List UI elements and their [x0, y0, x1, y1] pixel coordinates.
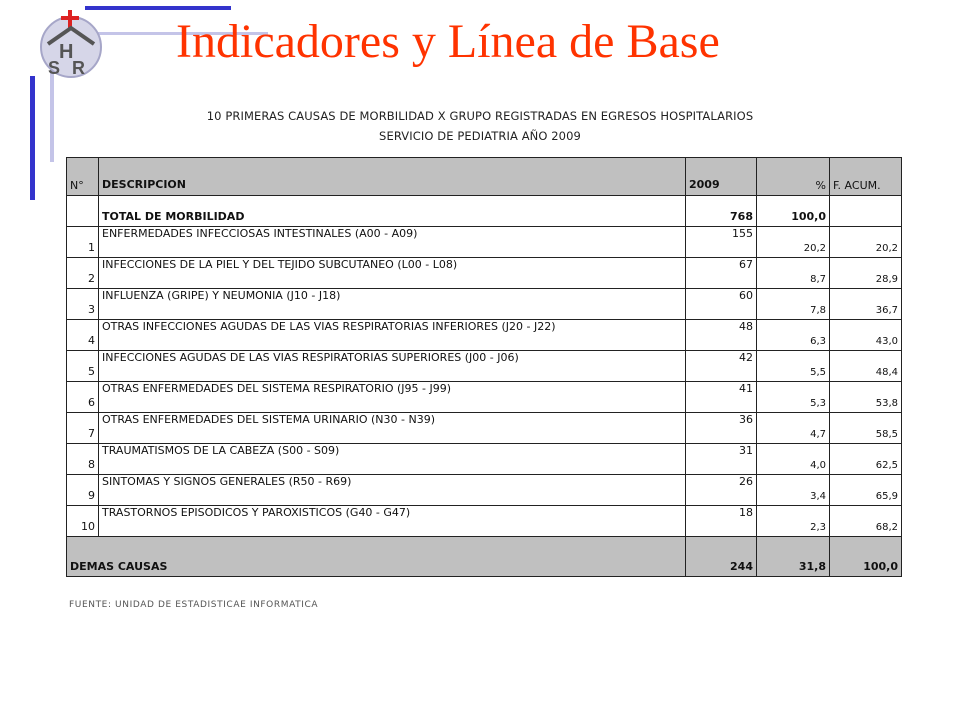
- row-percent: 2,3: [757, 506, 830, 537]
- row-percent: 4,7: [757, 413, 830, 444]
- row-number: 3: [67, 289, 99, 320]
- table-cell: [830, 196, 902, 227]
- row-percent: 20,2: [757, 227, 830, 258]
- row-description: INFECCIONES DE LA PIEL Y DEL TEJIDO SUBCUTANEO (L00 - L08): [99, 258, 686, 289]
- row-value: 18: [686, 506, 757, 537]
- decorative-bar: [85, 6, 231, 10]
- logo-letter-h: H: [59, 41, 74, 63]
- other-causes-accumulated: 100,0: [830, 537, 902, 577]
- row-number: 1: [67, 227, 99, 258]
- row-accumulated: 36,7: [830, 289, 902, 320]
- row-accumulated: 20,2: [830, 227, 902, 258]
- row-accumulated: 28,9: [830, 258, 902, 289]
- table-row: [67, 227, 902, 258]
- header-number: N°: [67, 158, 99, 196]
- row-number: 9: [67, 475, 99, 506]
- row-value: 67: [686, 258, 757, 289]
- row-accumulated: 43,0: [830, 320, 902, 351]
- row-value: 36: [686, 413, 757, 444]
- row-number: 6: [67, 382, 99, 413]
- table-row: [67, 320, 902, 351]
- row-accumulated: 62,5: [830, 444, 902, 475]
- other-causes-row: [67, 537, 902, 577]
- row-description: INFLUENZA (GRIPE) Y NEUMONIA (J10 - J18): [99, 289, 686, 320]
- row-description: OTRAS ENFERMEDADES DEL SISTEMA RESPIRATORIO (J95 - J99): [99, 382, 686, 413]
- row-percent: 3,4: [757, 475, 830, 506]
- table-header-row: [67, 158, 902, 196]
- table-body: [67, 227, 902, 537]
- morbidity-table: [66, 157, 902, 577]
- total-row: [67, 196, 902, 227]
- header-description: DESCRIPCION: [99, 158, 686, 196]
- other-causes-value: 244: [686, 537, 757, 577]
- row-description: SINTOMAS Y SIGNOS GENERALES (R50 - R69): [99, 475, 686, 506]
- row-value: 60: [686, 289, 757, 320]
- total-percent: 100,0: [757, 196, 830, 227]
- row-description: TRASTORNOS EPISODICOS Y PAROXISTICOS (G40 - G47): [99, 506, 686, 537]
- other-causes-label: DEMAS CAUSAS: [67, 537, 686, 577]
- row-value: 155: [686, 227, 757, 258]
- table-row: [67, 351, 902, 382]
- row-accumulated: 68,2: [830, 506, 902, 537]
- table-row: [67, 382, 902, 413]
- hospital-logo: [36, 10, 106, 80]
- row-percent: 5,3: [757, 382, 830, 413]
- row-description: OTRAS INFECCIONES AGUDAS DE LAS VIAS RESPIRATORIAS INFERIORES (J20 - J22): [99, 320, 686, 351]
- row-number: 5: [67, 351, 99, 382]
- row-accumulated: 58,5: [830, 413, 902, 444]
- report-subtitle-service: SERVICIO DE PEDIATRIA AÑO 2009: [379, 129, 581, 143]
- row-value: 41: [686, 382, 757, 413]
- logo-letter-s: S: [48, 58, 61, 78]
- row-number: 4: [67, 320, 99, 351]
- table-row: [67, 413, 902, 444]
- row-number: 8: [67, 444, 99, 475]
- total-value: 768: [686, 196, 757, 227]
- table-row: [67, 444, 902, 475]
- row-value: 48: [686, 320, 757, 351]
- header-accumulated: F. ACUM.: [830, 158, 902, 196]
- row-accumulated: 53,8: [830, 382, 902, 413]
- logo-letter-r: R: [72, 58, 85, 78]
- row-number: 10: [67, 506, 99, 537]
- other-causes-percent: 31,8: [757, 537, 830, 577]
- slide-title: Indicadores y Línea de Base: [176, 15, 720, 68]
- row-percent: 6,3: [757, 320, 830, 351]
- table-cell: [67, 196, 99, 227]
- table-row: [67, 289, 902, 320]
- row-value: 31: [686, 444, 757, 475]
- row-percent: 7,8: [757, 289, 830, 320]
- row-number: 7: [67, 413, 99, 444]
- row-percent: 8,7: [757, 258, 830, 289]
- total-label: TOTAL DE MORBILIDAD: [99, 196, 686, 227]
- row-accumulated: 48,4: [830, 351, 902, 382]
- row-number: 2: [67, 258, 99, 289]
- row-value: 26: [686, 475, 757, 506]
- row-description: TRAUMATISMOS DE LA CABEZA (S00 - S09): [99, 444, 686, 475]
- row-description: ENFERMEDADES INFECCIOSAS INTESTINALES (A00 - A09): [99, 227, 686, 258]
- report-subtitle: 10 PRIMERAS CAUSAS DE MORBILIDAD X GRUPO REGISTRADAS EN EGRESOS HOSPITALARIOS: [206, 109, 754, 123]
- row-description: OTRAS ENFERMEDADES DEL SISTEMA URINARIO (N30 - N39): [99, 413, 686, 444]
- header-percent: %: [757, 158, 830, 196]
- row-percent: 5,5: [757, 351, 830, 382]
- row-percent: 4,0: [757, 444, 830, 475]
- row-description: INFECCIONES AGUDAS DE LAS VIAS RESPIRATORIAS SUPERIORES (J00 - J06): [99, 351, 686, 382]
- source-note: FUENTE: UNIDAD DE ESTADISTICAE INFORMATICA: [69, 600, 319, 610]
- row-value: 42: [686, 351, 757, 382]
- table-row: [67, 506, 902, 537]
- table-row: [67, 258, 902, 289]
- table-row: [67, 475, 902, 506]
- header-year: 2009: [686, 158, 757, 196]
- row-accumulated: 65,9: [830, 475, 902, 506]
